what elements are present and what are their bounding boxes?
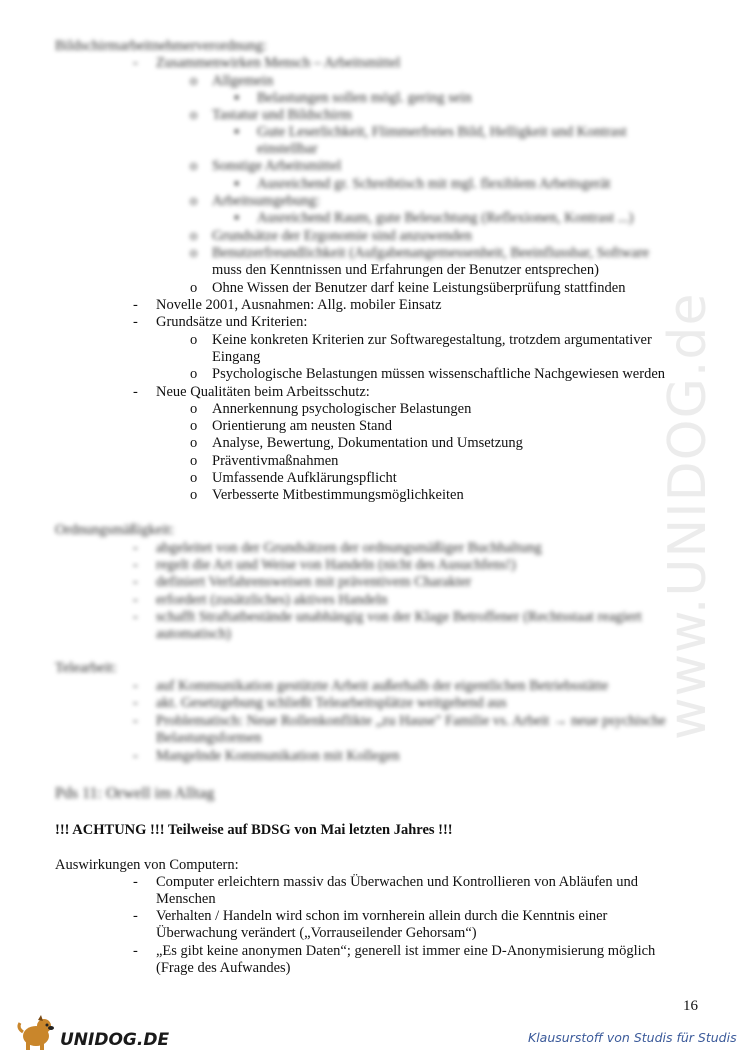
text-line: Überwachung verändert („Vorrauseilender Gehorsam“) [156,925,477,941]
dash-marker: - [133,609,138,625]
text-line: Belastungen sollen mögl. gering sein [257,90,472,106]
text-line: Ohne Wissen der Benutzer darf keine Leistungsüberprüfung stattfinden [212,280,626,296]
text-line: Menschen [156,891,216,907]
text-line: automatisch) [156,626,231,642]
dog-icon [14,1014,170,1052]
watermark [605,200,745,760]
watermark-graphic [605,200,745,760]
circle-marker: o [190,366,198,382]
text-line: Computer erleichtern massiv das Überwachen und Kontrollieren von Abläufen und [156,874,638,890]
dash-marker: - [133,297,138,313]
dash-marker: - [133,574,138,590]
circle-marker: o [190,73,198,89]
footer-slogan: Klausurstoff von Studis für Studis [528,1030,737,1045]
unidog-logo [14,1014,170,1052]
text-line: (Frage des Aufwandes) [156,960,291,976]
dash-marker: - [133,695,138,711]
text-line: Novelle 2001, Ausnahmen: Allg. mobiler Einsatz [156,297,442,313]
text-line: Verbesserte Mitbestimmungsmöglichkeiten [212,487,464,503]
text-line: schafft Straftatbestände unabhängig von der Klage Betroffener (Rechtsstaat reagiert [156,609,642,625]
square-marker: ▪ [234,176,240,192]
dash-marker: - [133,943,138,959]
dash-marker: - [133,314,138,330]
text-line: erfordert (zusätzliches) aktives Handeln [156,592,388,608]
text-line: Orientierung am neusten Stand [212,418,392,434]
square-marker: ▪ [234,210,240,226]
logo-text: UNIDOG.DE [60,1030,170,1050]
text-line: Präventivmaßnahmen [212,453,339,469]
circle-marker: o [190,245,198,261]
dash-marker: - [133,748,138,764]
circle-marker: o [190,107,198,123]
circle-marker: o [190,418,198,434]
circle-marker: o [190,401,198,417]
text-line: Neue Qualitäten beim Arbeitsschutz: [156,384,370,400]
text-line: einstellbar [257,141,318,157]
text-line: Psychologische Belastungen müssen wissenschaftliche Nachgewiesen werden [212,366,666,382]
watermark-text: www.UNIDOG.de [658,292,718,740]
text-line: abgeleitet von der Grundsätzen der ordnungsmäßiger Buchhaltung [156,540,542,556]
auswirkungen-heading: Auswirkungen von Computern: [55,857,239,873]
dash-marker: - [133,540,138,556]
dash-marker: - [133,557,138,573]
text-line: Umfassende Aufklärungspflicht [212,470,397,486]
text-line: Ausreichend Raum, gute Beleuchtung (Reflexionen, Kontrast ...) [257,210,634,226]
square-marker: ▪ [234,124,240,140]
circle-marker: o [190,453,198,469]
square-marker: ▪ [234,90,240,106]
text-line: Analyse, Bewertung, Dokumentation und Umsetzung [212,435,523,451]
dash-marker: - [133,874,138,890]
text-line: Eingang [212,349,261,365]
text-line: Mangelnde Kommunikation mit Kollegen [156,748,400,764]
text-line: Sonstige Arbeitsmittel [212,158,342,174]
text-line: Benutzerfreundlichkeit (Aufgabenangemessenheit, Beeinflussbar, Software [212,245,650,261]
dash-marker: - [133,55,138,71]
text-line: auf Kommunikation gestützte Arbeit außerhalb der eigentlichen Betriebsstätte [156,678,609,694]
text-line: Verhalten / Handeln wird schon im vornherein allein durch die Kenntnis einer [156,908,608,924]
dash-marker: - [133,678,138,694]
circle-marker: o [190,470,198,486]
text-line: Belastungsformen [156,730,262,746]
page-number: 16 [683,998,698,1014]
text-line: Gute Leserlichkeit, Flimmerfreies Bild, Helligkeit und Kontrast [257,124,627,140]
text-line: Zusammenwirken Mensch – Arbeitsmittel [156,55,401,71]
circle-marker: o [190,332,198,348]
dash-marker: - [133,592,138,608]
text-line: Tastatur und Bildschirm [212,107,352,123]
text-line: Keine konkreten Kriterien zur Softwaregestaltung, trotzdem argumentativer [212,332,652,348]
dash-marker: - [133,384,138,400]
text-line: Ordnungsmäßigkeit: [55,522,175,538]
text-line: definiert Verfahrensweisen mit präventivem Charakter [156,574,472,590]
circle-marker: o [190,487,198,503]
text-line: Problematisch: Neue Rollenkonflikte „zu Hause" Familie vs. Arbeit → neue psychische [156,713,666,729]
text-line: Telearbeit: [55,660,117,676]
text-line: Bildschirmarbeitnehmerverordnung: [55,38,267,54]
circle-marker: o [190,158,198,174]
text-line: regelt die Art und Weise von Handeln (nicht des Ausuchfens!) [156,557,516,573]
circle-marker: o [190,280,198,296]
dash-marker: - [133,713,138,729]
dash-marker: - [133,908,138,924]
text-line: muss den Kenntnissen und Erfahrungen der Benutzer entsprechen) [212,262,599,278]
text-line: akt. Gesetzgebung schließt Telearbeitsplätze weitgehend aus [156,695,507,711]
circle-marker: o [190,193,198,209]
section-title: Pds 11: Orwell im Alltag [55,785,215,802]
text-line: „Es gibt keine anonymen Daten“; generell ist immer eine D-Anonymisierung möglich [156,943,656,959]
warning-heading: !!! ACHTUNG !!! Teilweise auf BDSG von Mai letzten Jahres !!! [55,822,453,838]
circle-marker: o [190,228,198,244]
text-line: Allgemein [212,73,274,89]
text-line: Arbeitsumgebung: [212,193,320,209]
circle-marker: o [190,435,198,451]
text-line: Ausreichend gr. Schreibtisch mit mgl. flexiblem Arbeitsgerät [257,176,611,192]
text-line: Grundsätze der Ergonomie sind anzuwenden [212,228,472,244]
text-line: Annerkennung psychologischer Belastungen [212,401,472,417]
text-line: Grundsätze und Kriterien: [156,314,308,330]
